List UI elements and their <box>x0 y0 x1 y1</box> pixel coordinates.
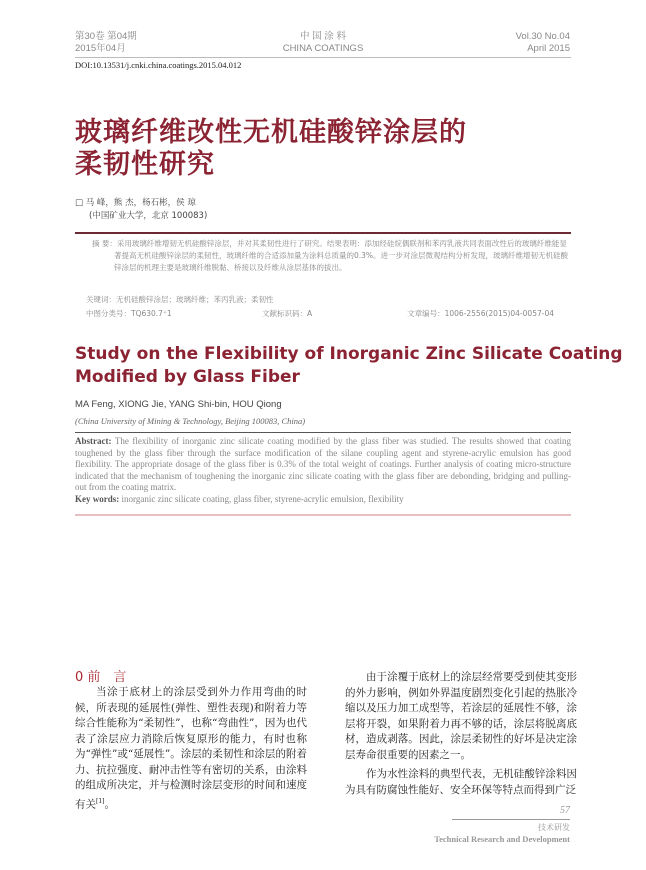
cn-abstract-label: 摘 要： <box>92 239 117 248</box>
cn-abstract <box>92 238 574 274</box>
right-paragraph-2: 作为水性涂料的典型代表，无机硅酸锌涂料因为具有防腐蚀性能好、安全环保等特点而得到广泛 <box>345 768 577 796</box>
cn-affiliation: (中国矿业大学，北京 100083) <box>89 211 208 221</box>
cn-title <box>75 117 467 181</box>
header-left <box>75 31 137 55</box>
left-para-end: 。 <box>104 798 115 810</box>
en-keywords-label: Key words: <box>75 493 120 504</box>
right-paragraph-1: 由于涂覆于底材上的涂层经常要受到使其变形的外力影响，例如外界温度剧烈变化引起的热胀冷缩以及压力加工成型等，若涂层的延展性不够，涂层将开裂，如果附着力再不够的话，涂层将脱离底材，造成剥落。因此，涂层柔韧性的好坏是决定涂层寿命很重要的因素之一。 <box>345 671 577 761</box>
footer-rule <box>452 819 570 820</box>
left-paragraph: 当涂于底材上的涂层受到外力作用弯曲的时候，所表现的延展性(弹性、塑性表现)和附着力等综合性能称为“柔韧性”，也称“弯曲性”，因为也代表了涂层应力消除后恢复原形的能力，有时也称为“弹性”或“延展性”。涂层的柔韧性和涂层的附着力、抗拉强度、耐冲击性等有密切的关系，由涂料的组成所决定，并与检测时涂层变形的时间和速度有关 <box>75 686 307 810</box>
doi: DOI:10.13531/j.cnki.china.coatings.2015.04.012 <box>75 60 242 70</box>
en-title-line1: Study on the Flexibility of Inorganic Zinc Silicate Coating <box>75 344 623 364</box>
cn-doc-code: 文献标识码：A <box>262 309 313 318</box>
cn-keywords: 关键词：无机硅酸锌涂层；玻璃纤维；苯丙乳液；柔韧性 <box>86 295 274 304</box>
cn-article-no: 文章编号：1006-2556(2015)04-0057-04 <box>407 309 554 318</box>
footer-section-en: Technical Research and Development <box>434 834 570 844</box>
en-abstract-label: Abstract: <box>75 436 112 446</box>
cn-clc: 中图分类号：TQ630.7⁺1 <box>86 309 172 318</box>
date-cn: 2015年04月 <box>75 43 126 54</box>
en-bottom-rule <box>75 514 571 516</box>
volume-cn: 第30卷 第04期 <box>75 31 137 42</box>
en-title-line2: Modified by Glass Fiber <box>75 367 300 387</box>
cn-rule <box>75 232 571 234</box>
cn-authors: □ 马 峰，熊 杰，杨石彬，侯 琼 <box>75 198 196 208</box>
en-authors: MA Feng, XIONG Jie, YANG Shi-bin, HOU Qiong <box>75 399 282 410</box>
cn-title-line1: 玻璃纤维改性无机硅酸锌涂层的 <box>75 117 467 148</box>
en-rule <box>75 432 571 433</box>
date-en: April 2015 <box>527 43 570 54</box>
page-number: 57 <box>560 805 570 816</box>
en-abstract-text: The flexibility of inorganic zinc silicate coating modified by the glass fiber was studied. The results showed that coating toughened by the glass fiber through the surface modification of the silane coupling agent and styrene-acrylic emulsion has good flexibility. The appropriate dosage of the glass fiber is 0.3% of the total weight of coatings. Further analysis of coating micro-structure indicated that the mechanism of toughening the inorganic zinc silicate coating with the glass fiber are debonding, bridging and pulling-out from the coating matrix. <box>75 436 571 493</box>
header-right <box>516 31 570 55</box>
volume-en: Vol.30 No.04 <box>515 31 570 42</box>
en-title <box>75 343 623 389</box>
en-affiliation: (China University of Mining & Technology, Beijing 100083, China) <box>75 416 306 426</box>
cn-title-line2: 柔韧性研究 <box>75 149 215 180</box>
header-rule <box>75 57 571 58</box>
section-heading: 0 前 言 <box>75 670 127 685</box>
body-right-column <box>345 670 577 798</box>
en-abstract <box>75 436 571 506</box>
cn-abstract-text: 采用玻璃纤维增韧无机硅酸锌涂层，并对其柔韧性进行了研究。结果表明：添加经硅烷偶联剂和苯丙乳液共同表面改性后的玻璃纤维能显著提高无机硅酸锌涂层的柔韧性，玻璃纤维的合适添加量为涂料总质量的0.3%。进一步对涂层微观结构分析发现，玻璃纤维增韧无机硅酸锌涂层的机理主要是玻璃纤维脱黏、桥接以及纤维从涂层基体的拔出。 <box>114 239 569 272</box>
body-left-column <box>75 685 307 813</box>
journal-cn: 中 国 涂 料 <box>300 31 346 42</box>
journal-en: CHINA COATINGS <box>282 43 364 54</box>
en-keywords-text: inorganic zinc silicate coating, glass fiber, styrene-acrylic emulsion, flexibility <box>119 493 404 504</box>
citation: [1] <box>96 797 105 805</box>
footer-section-cn: 技术研发 <box>538 823 570 832</box>
header-center <box>243 31 403 55</box>
